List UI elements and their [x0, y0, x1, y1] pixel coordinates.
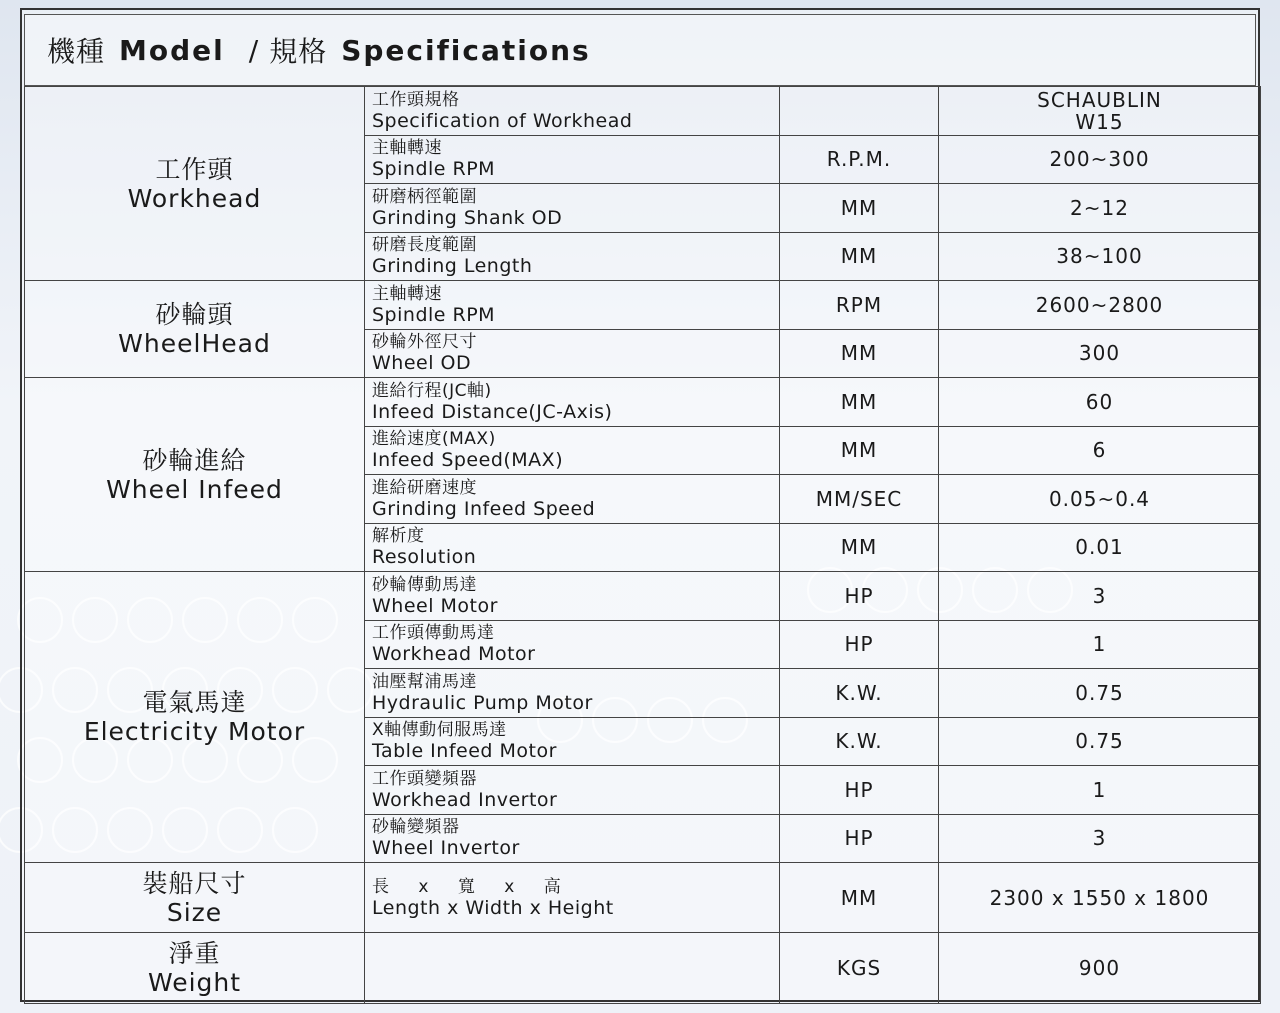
spec-item-en: Specification of Workhead: [372, 109, 633, 132]
spec-item-en: Spindle RPM: [372, 158, 496, 181]
spec-item-zh: 研磨長度範圍: [372, 235, 477, 256]
spec-value: 900: [939, 933, 1261, 1004]
spec-unit: HP: [780, 572, 939, 621]
spec-item-zh: 長 x 寬 x 高: [372, 876, 573, 897]
spec-unit: K.W.: [780, 717, 939, 766]
spec-item-en: Hydraulic Pump Motor: [372, 691, 593, 714]
spec-item: [365, 475, 780, 524]
table-row: [25, 933, 1261, 1004]
header-spec-zh: 規格: [269, 35, 328, 68]
category-label-en: WheelHead: [118, 329, 271, 358]
spec-item-zh: 主軸轉速: [372, 283, 442, 304]
spec-value: 3: [939, 814, 1261, 863]
spec-item-en: Grinding Length: [372, 255, 533, 278]
spec-item-zh: 油壓幫浦馬達: [372, 671, 477, 692]
spec-item-zh: 進給行程(JC軸): [372, 380, 492, 401]
spec-item-zh: 工作頭規格: [372, 89, 460, 110]
spec-item-zh: 研磨柄徑範圍: [372, 186, 477, 207]
category-size: [25, 863, 365, 933]
spec-item: [365, 523, 780, 572]
spec-value: 2300 x 1550 x 1800: [939, 863, 1261, 933]
spec-item-zh: X軸傳動伺服馬達: [372, 720, 507, 741]
spec-unit: [780, 87, 939, 136]
spec-item-en: Wheel Invertor: [372, 837, 520, 860]
spec-item-en: Grinding Infeed Speed: [372, 497, 596, 520]
spec-item-zh: 主軸轉速: [372, 138, 442, 159]
spec-item: [365, 232, 780, 281]
spec-value: 0.05~0.4: [939, 475, 1261, 524]
category-label-en: Wheel Infeed: [106, 474, 283, 504]
spec-value: 0.01: [939, 523, 1261, 572]
spec-item-en: Wheel Motor: [372, 594, 498, 617]
header-model-en: Model: [119, 33, 225, 67]
spec-item-en: Grinding Shank OD: [372, 206, 563, 229]
spec-item: [365, 572, 780, 621]
header-separator: /: [248, 33, 260, 67]
spec-item-en: Spindle RPM: [372, 303, 496, 326]
category-wheel-infeed: [25, 378, 365, 572]
spec-value: 1: [939, 766, 1261, 815]
spec-unit: MM: [780, 184, 939, 233]
spec-item-zh: 進給速度(MAX): [372, 429, 496, 450]
category-wheelhead: [25, 281, 365, 378]
spec-value: 1: [939, 620, 1261, 669]
spec-item-zh: 砂輪外徑尺寸: [372, 332, 477, 353]
category-label-zh: 電氣馬達: [142, 688, 247, 717]
table-row: [25, 572, 1261, 621]
spec-item: [365, 863, 780, 933]
spec-item: [365, 933, 780, 1004]
spec-item: [365, 281, 780, 330]
category-label-en: Workhead: [127, 183, 262, 213]
spec-unit: MM: [780, 378, 939, 427]
spec-unit: MM: [780, 523, 939, 572]
spec-item-en: Table Infeed Motor: [372, 740, 557, 763]
spec-item-en: Workhead Invertor: [372, 788, 558, 811]
spec-value: [939, 87, 1261, 136]
spec-unit: KGS: [780, 933, 939, 1004]
category-label-zh: 砂輪進給: [142, 445, 247, 475]
spec-unit: MM: [780, 232, 939, 281]
spec-item: [365, 378, 780, 427]
table-row: [25, 87, 1261, 136]
spec-item-zh: 工作頭傳動馬達: [372, 623, 495, 644]
spec-item-en: Resolution: [372, 546, 477, 569]
table-row: [25, 863, 1261, 933]
spec-item-en: Workhead Motor: [372, 643, 536, 666]
spec-value-line2: W15: [1075, 109, 1124, 134]
category-label-en: Size: [166, 897, 223, 927]
spec-item: [365, 620, 780, 669]
category-label-en: Electricity Motor: [83, 717, 306, 746]
spec-unit: HP: [780, 620, 939, 669]
spec-item: [365, 766, 780, 815]
category-label-zh: 砂輪頭: [155, 300, 234, 329]
category-label-zh: 淨重: [168, 939, 221, 968]
spec-unit: RPM: [780, 281, 939, 330]
spec-item: [365, 135, 780, 184]
spec-item-zh: 進給研磨速度: [372, 477, 477, 498]
spec-item-en: Length x Width x Height: [372, 896, 614, 919]
spec-value: 38~100: [939, 232, 1261, 281]
spec-value: 0.75: [939, 669, 1261, 718]
spec-item: [365, 87, 780, 136]
spec-item: [365, 426, 780, 475]
specifications-table: [24, 86, 1261, 1004]
spec-item: [365, 669, 780, 718]
spec-header: [24, 14, 1256, 86]
category-weight: [25, 933, 365, 1004]
spec-value: 0.75: [939, 717, 1261, 766]
spec-item-zh: 解析度: [372, 526, 425, 547]
spec-item-zh: 工作頭變頻器: [372, 768, 477, 789]
table-row: [25, 281, 1261, 330]
category-label-zh: 裝船尺寸: [142, 868, 247, 898]
spec-value: 60: [939, 378, 1261, 427]
spec-item: [365, 814, 780, 863]
spec-unit: R.P.M.: [780, 135, 939, 184]
spec-item: [365, 717, 780, 766]
category-electricity-motor: [25, 572, 365, 863]
category-label-en: Weight: [147, 968, 242, 997]
spec-value: 200~300: [939, 135, 1261, 184]
spec-item-en: Infeed Speed(MAX): [372, 449, 564, 472]
category-label-zh: 工作頭: [155, 154, 234, 184]
category-workhead: [25, 87, 365, 281]
spec-unit: HP: [780, 814, 939, 863]
spec-value: 2600~2800: [939, 281, 1261, 330]
spec-item: [365, 329, 780, 378]
spec-item-en: Wheel OD: [372, 352, 472, 375]
spec-value: 3: [939, 572, 1261, 621]
spec-item-zh: 砂輪變頻器: [372, 817, 460, 838]
spec-unit: MM: [780, 426, 939, 475]
spec-item-en: Infeed Distance(JC-Axis): [372, 400, 613, 423]
header-model-zh: 機種: [47, 35, 106, 68]
spec-value: 6: [939, 426, 1261, 475]
table-row: [25, 378, 1261, 427]
spec-item-zh: 砂輪傳動馬達: [372, 574, 477, 595]
spec-value: 2~12: [939, 184, 1261, 233]
spec-value-line1: SCHAUBLIN: [1037, 87, 1162, 112]
spec-unit: MM: [780, 329, 939, 378]
spec-unit: MM/SEC: [780, 475, 939, 524]
spec-unit: K.W.: [780, 669, 939, 718]
spec-unit: HP: [780, 766, 939, 815]
spec-unit: MM: [780, 863, 939, 933]
spec-item: [365, 184, 780, 233]
header-spec-en: Specifications: [341, 33, 591, 67]
spec-value: 300: [939, 329, 1261, 378]
